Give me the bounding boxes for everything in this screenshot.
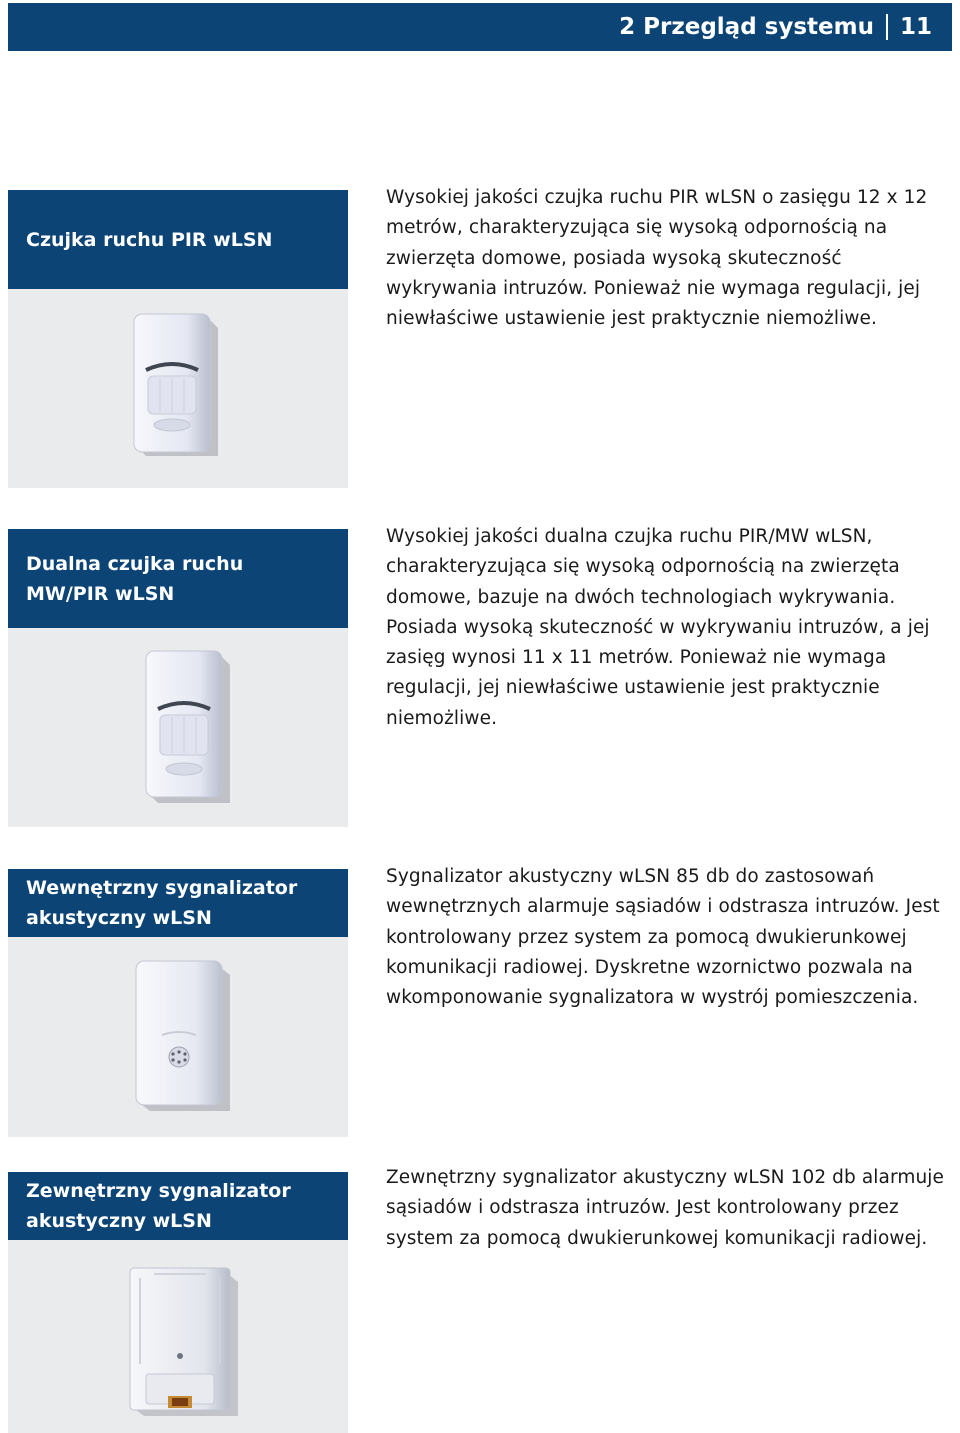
product-label-line: Czujka ruchu PIR wLSN: [26, 228, 273, 251]
product-label: [8, 1172, 348, 1240]
product-label: [8, 869, 348, 937]
pir-detector-image: [126, 310, 226, 460]
product-description: Zewnętrzny sygnalizator akustyczny wLSN 102 db alarmuje sąsiadów i odstrasza intruzów. Jest kontrolowany przez system za pomocą dwukierunkowej komunikacji radiowej.: [386, 1167, 944, 1249]
product-description: Wysokiej jakości czujka ruchu PIR wLSN o zasięgu 12 x 12 metrów, charakteryzująca się wysoką odpornością na zwierzęta domowe, posiada wysoką skuteczność wykrywania intruzów. Ponieważ nie wymaga regulacji, jej niewłaściwe ustawienie jest praktycznie niemożliwe.: [386, 187, 928, 330]
indoor-siren-image: [128, 955, 238, 1115]
header-page-number: 11: [899, 14, 932, 40]
product-label: [8, 529, 348, 628]
product-label-line: akustyczny wLSN: [26, 1210, 212, 1232]
product-label-line: MW/PIR wLSN: [26, 582, 175, 605]
header-section-title: 2 Przegląd systemu: [619, 14, 874, 40]
product-description: Wysokiej jakości dualna czujka ruchu PIR/MW wLSN, charakteryzująca się wysoką odpornością na zwierzęta domowe, bazuje na dwóch technologiach wykrywania. Posiada wysoką skuteczność w wykrywaniu intruzów, a jej zasięg wynosi 11 x 11 metrów. Ponieważ nie wymaga regulacji, jej niewłaściwe ustawienie jest praktycznie niemożliwe.: [386, 526, 930, 729]
section-dual-detector: [8, 526, 952, 829]
section-indoor-siren: [8, 866, 952, 1139]
section-outdoor-siren: [8, 1167, 952, 1433]
product-label-line: Zewnętrzny sygnalizator: [26, 1180, 291, 1202]
product-description: Sygnalizator akustyczny wLSN 85 db do zastosowań wewnętrznych alarmuje sąsiadów i odstrasza intruzów. Jest kontrolowany przez system za pomocą dwukierunkowej komunikacji radiowej. Dyskretne wzornictwo pozwala na wkomponowanie sygnalizatora w wystrój pomieszczenia.: [386, 866, 940, 1009]
header-separator: [886, 14, 888, 40]
product-label: [8, 190, 348, 289]
dual-detector-image: [138, 647, 238, 807]
page-header: [8, 3, 952, 51]
product-label-line: akustyczny wLSN: [26, 907, 212, 929]
product-label-line: Dualna czujka ruchu: [26, 552, 244, 575]
section-pir-detector: [8, 187, 952, 490]
product-label-line: Wewnętrzny sygnalizator: [26, 877, 298, 899]
outdoor-siren-image: [124, 1264, 244, 1424]
